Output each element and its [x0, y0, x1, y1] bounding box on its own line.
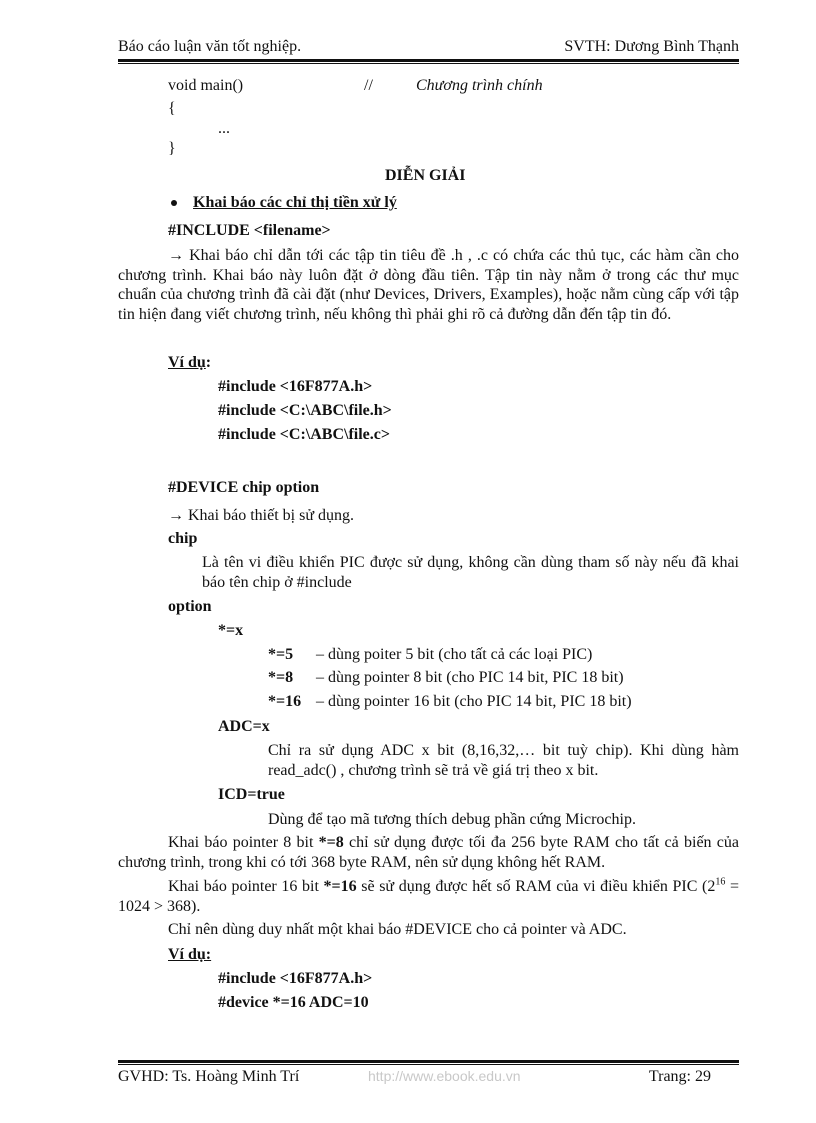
para2-code: *=16 [323, 878, 357, 895]
example-label-1 [168, 353, 211, 373]
pointer16-paragraph [118, 877, 739, 916]
example-colon: : [205, 354, 212, 371]
pointer-option-key-8: *=8 [268, 669, 294, 686]
include-description [118, 246, 739, 324]
pointer-option-desc-16: – dùng pointer 16 bit (cho PIC 14 bit, PIC 18 bit) [316, 693, 632, 710]
code-close-brace: } [168, 140, 176, 157]
adc-label: ADC=x [218, 718, 270, 735]
footer-left-text: GVHD: Ts. Hoàng Minh Trí [118, 1068, 300, 1085]
header-right-text: SVTH: Dương Bình Thạnh [564, 38, 739, 55]
pointer-option-key-16: *=16 [268, 693, 302, 710]
code-open-brace: { [168, 100, 176, 117]
para1-code: *=8 [318, 834, 344, 851]
footer-watermark: http://www.ebook.edu.vn [368, 1068, 521, 1084]
para2-text-a: Khai báo pointer 16 bit [168, 878, 324, 895]
device-example-1: #include <16F877A.h> [218, 970, 373, 987]
para2-text-c: sẽ sử dụng được hết số RAM của vi điều khiển PIC (2 [356, 878, 716, 895]
pointer8-paragraph [118, 833, 739, 872]
icd-label: ICD=true [218, 786, 285, 803]
device-example-2: #device *=16 ADC=10 [218, 994, 369, 1011]
option-label: option [168, 598, 212, 615]
include-example-1: #include <16F877A.h> [218, 378, 373, 395]
para1-text-c: chỉ sử dụng được tối đa 256 byte RAM cho tất cả biến của chương trình, trong khi có tới 368 byte RAM, nên sử dụng không hết RAM. [118, 834, 740, 871]
bullet-icon [171, 200, 177, 206]
chip-label: chip [168, 530, 198, 547]
pointer-option-key-5: *=5 [268, 646, 294, 663]
device-desc-text: Khai báo thiết bị sử dụng. [188, 507, 354, 524]
include-example-3: #include <C:\ABC\file.c> [218, 426, 390, 443]
device-description [168, 506, 354, 526]
header-left-text: Báo cáo luận văn tốt nghiệp. [118, 38, 302, 55]
page-footer [118, 1068, 739, 1090]
pointer-option-desc-8: – dùng pointer 8 bit (cho PIC 14 bit, PIC 18 bit) [316, 669, 624, 686]
code-comment-text: Chương trình chính [416, 77, 543, 94]
code-comment-slash: // [364, 77, 373, 94]
page-number: Trang: 29 [648, 1068, 711, 1085]
section-title: DIỄN GIẢI [385, 167, 466, 184]
device-heading: #DEVICE chip option [168, 479, 320, 496]
chip-description: Là tên vi điều khiển PIC được sử dụng, không cần dùng tham số này nếu đã khai báo tên chip ở #include [202, 554, 739, 591]
page-header [118, 38, 739, 60]
arrow-icon: → [168, 247, 184, 264]
include-desc-text: Khai báo chỉ dẫn tới các tập tin tiêu đề .h , .c có chứa các thủ tục, các hàm cần cho chương trình. Khai báo này luôn đặt ở dòng đầu tiên. Tập tin này nằm ở trong các thư mục chuẩn của chương trình đã cài đặt (như Devices, Drivers, Examples), hoặc nằm cùng cấp với tập tin hiện đang viết chương trình, nếu không thì phải ghi rõ cả đường dẫn đến tập tin đó. [118, 247, 740, 323]
bullet-heading: Khai báo các chỉ thị tiền xử lý [193, 194, 397, 211]
para2-superscript: 16 [715, 876, 726, 888]
para1-text-a: Khai báo pointer 8 bit [168, 834, 319, 851]
arrow-icon: → [168, 507, 184, 524]
pointer-option-desc-5: – dùng poiter 5 bit (cho tất cả các loại PIC) [316, 646, 593, 663]
pointer-label: *=x [218, 622, 244, 639]
footer-rule [118, 1060, 739, 1065]
para2-text-d: = 1024 > 368). [118, 878, 740, 915]
header-rule [118, 59, 739, 64]
include-heading: #INCLUDE <filename> [168, 222, 331, 239]
adc-description: Chỉ ra sử dụng ADC x bit (8,16,32,… bit tuỳ chip). Khi dùng hàm read_adc() , chương trình sẽ trả về giá trị theo x bit. [268, 742, 739, 779]
icd-description: Dùng để tạo mã tương thích debug phần cứng Microchip. [268, 811, 636, 828]
example-label-text: Ví dụ [168, 354, 206, 371]
code-ellipsis: ... [218, 120, 230, 137]
code-main-signature: void main() [168, 77, 244, 94]
example-label-2: Ví dụ: [168, 946, 212, 963]
include-example-2: #include <C:\ABC\file.h> [218, 402, 392, 419]
device-usage-note: Chỉ nên dùng duy nhất một khai báo #DEVICE cho cả pointer và ADC. [168, 921, 627, 938]
